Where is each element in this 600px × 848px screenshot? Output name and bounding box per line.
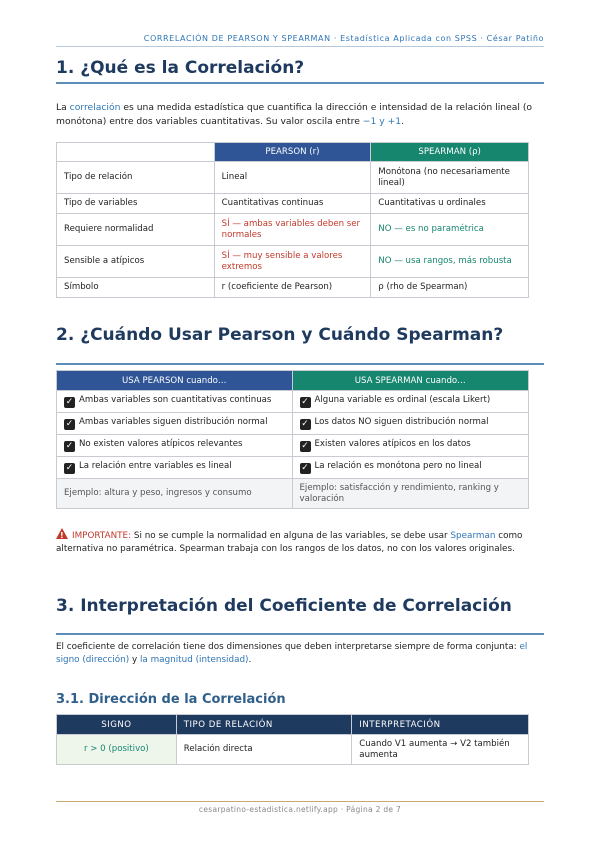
sign-cell: r > 0 (positivo) <box>57 735 177 765</box>
pearson-criterion <box>57 413 293 435</box>
table-row <box>57 413 529 435</box>
warning-note <box>56 528 544 556</box>
row-label: Requiere normalidad <box>57 214 215 246</box>
warning-text: como alternativa no paramétrica. Spearman trabaja con los rangos de los datos, no con los valores originales. <box>56 531 523 554</box>
checkbox-checked-icon: ✓ <box>65 397 74 407</box>
table-row <box>57 435 529 457</box>
comparison-header-pearson: PEARSON (r) <box>214 143 371 162</box>
spearman-cell: ρ (rho de Spearman) <box>371 278 529 298</box>
section-1-rule <box>56 82 544 84</box>
row-label: Sensible a atípicos <box>57 246 215 278</box>
criterion-text: Existen valores atípicos en los datos <box>314 439 471 449</box>
usage-table <box>56 370 529 509</box>
table-row <box>57 735 529 765</box>
relation-type-cell: Relación directa <box>176 735 352 765</box>
pearson-cell: r (coeficiente de Pearson) <box>214 278 371 298</box>
comparison-header-spearman: SPEARMAN (ρ) <box>371 143 529 162</box>
direction-header-sign: SIGNO <box>57 715 177 735</box>
intro-text: El coeficiente de correlación tiene dos dimensiones que deben interpretarse siempre de forma conjunta: <box>56 642 520 652</box>
direction-header-row <box>57 715 529 735</box>
intro-end: . <box>248 655 252 665</box>
checkbox-checked-icon: ✓ <box>301 441 309 451</box>
row-label: Símbolo <box>57 278 215 298</box>
intro-text: y <box>129 655 140 665</box>
section-3-intro <box>56 641 544 667</box>
table-row <box>57 162 529 194</box>
checkbox-checked-icon: ✓ <box>301 419 309 429</box>
criterion-text: No existen valores atípicos relevantes <box>79 439 243 449</box>
direction-header-type: TIPO DE RELACIÓN <box>176 715 352 735</box>
table-row <box>57 457 529 479</box>
comparison-header-row <box>57 143 529 162</box>
section-3-title: 3. Interpretación del Coeficiente de Correlación <box>56 596 512 616</box>
pearson-criterion <box>57 435 293 457</box>
page-footer: cesarpatino-estadistica.netlify.app · Página 2 de 7 <box>198 805 402 814</box>
pearson-cell: SÍ — muy sensible a valores extremos <box>214 246 371 278</box>
spearman-criterion <box>292 435 529 457</box>
table-row <box>57 214 529 246</box>
pearson-cell: SÍ — ambas variables deben ser normales <box>214 214 371 246</box>
table-row <box>57 194 529 214</box>
spearman-criterion <box>292 457 529 479</box>
usage-header-pearson: USA PEARSON cuando… <box>57 371 293 391</box>
direction-table <box>56 714 529 765</box>
interpretation-cell: Cuando V1 aumenta → V2 también aumenta <box>352 735 529 765</box>
checkbox-checked-icon: ✓ <box>65 463 74 473</box>
intro-text: es una medida estadística que cuantifica la dirección e intensidad de la relación lineal (o monótona) entre dos variables cuantitativas. Su valor oscila entre <box>56 102 533 127</box>
criterion-text: Ambas variables son cuantitativas continuas <box>79 395 272 405</box>
usage-header-row <box>57 371 529 391</box>
criterion-text: Ambas variables siguen distribución normal <box>79 417 268 427</box>
section-1-title: 1. ¿Qué es la Correlación? <box>56 58 305 78</box>
row-label: Tipo de relación <box>57 162 215 194</box>
criterion-text: Los datos NO siguen distribución normal <box>314 417 489 427</box>
pearson-criterion <box>57 391 293 413</box>
subsection-3-1-title: 3.1. Dirección de la Correlación <box>56 692 286 707</box>
running-header: CORRELACIÓN DE PEARSON Y SPEARMAN · Estadística Aplicada con SPSS · César Patiño <box>143 34 544 43</box>
section-1-intro <box>56 101 544 129</box>
spearman-cell: NO — es no paramétrica <box>371 214 529 246</box>
magnitud-link[interactable]: la magnitud (intensidad) <box>139 655 249 665</box>
warning-label: IMPORTANTE: <box>72 531 132 541</box>
footer-rule <box>56 801 544 802</box>
pearson-criterion <box>57 457 293 479</box>
correlacion-link[interactable]: correlación <box>69 102 121 113</box>
usage-header-spearman: USA SPEARMAN cuando… <box>292 371 529 391</box>
signo-link[interactable]: el signo (dirección) <box>56 642 528 665</box>
checkbox-checked-icon: ✓ <box>65 419 74 429</box>
intro-prefix: La <box>56 102 70 113</box>
table-row <box>57 278 529 298</box>
spearman-cell: NO — usa rangos, más robusta <box>371 246 529 278</box>
criterion-text: La relación entre variables es lineal <box>79 461 232 471</box>
comparison-header-blank <box>57 143 215 162</box>
pearson-example: Ejemplo: altura y peso, ingresos y consumo <box>57 479 293 509</box>
spearman-cell: Monótona (no necesariamente lineal) <box>371 162 529 194</box>
checkbox-checked-icon: ✓ <box>65 441 74 451</box>
spearman-link[interactable]: Spearman <box>450 531 496 541</box>
intro-end: . <box>401 116 405 127</box>
spearman-criterion <box>292 413 529 435</box>
warning-icon <box>56 528 68 539</box>
row-label: Tipo de variables <box>57 194 215 214</box>
table-row <box>57 391 529 413</box>
spearman-cell: Cuantitativas u ordinales <box>371 194 529 214</box>
comparison-table <box>56 142 529 298</box>
spearman-criterion <box>292 391 529 413</box>
pearson-cell: Cuantitativas continuas <box>214 194 371 214</box>
warning-text: Si no se cumple la normalidad en alguna de las variables, se debe usar <box>131 531 451 541</box>
range-text: −1 y +1 <box>362 116 402 127</box>
table-row <box>57 479 529 509</box>
pearson-cell: Lineal <box>214 162 371 194</box>
criterion-text: Alguna variable es ordinal (escala Likert) <box>314 395 491 405</box>
spearman-example: Ejemplo: satisfacción y rendimiento, ranking y valoración <box>292 479 529 509</box>
checkbox-checked-icon: ✓ <box>301 397 309 407</box>
direction-header-interpretation: INTERPRETACIÓN <box>352 715 529 735</box>
table-row <box>57 246 529 278</box>
section-3-rule <box>56 633 544 635</box>
criterion-text: La relación es monótona pero no lineal <box>314 461 482 471</box>
section-2-title: 2. ¿Cuándo Usar Pearson y Cuándo Spearman? <box>56 325 504 345</box>
section-2-rule <box>56 363 544 365</box>
checkbox-checked-icon: ✓ <box>301 463 309 473</box>
header-rule <box>56 46 544 47</box>
